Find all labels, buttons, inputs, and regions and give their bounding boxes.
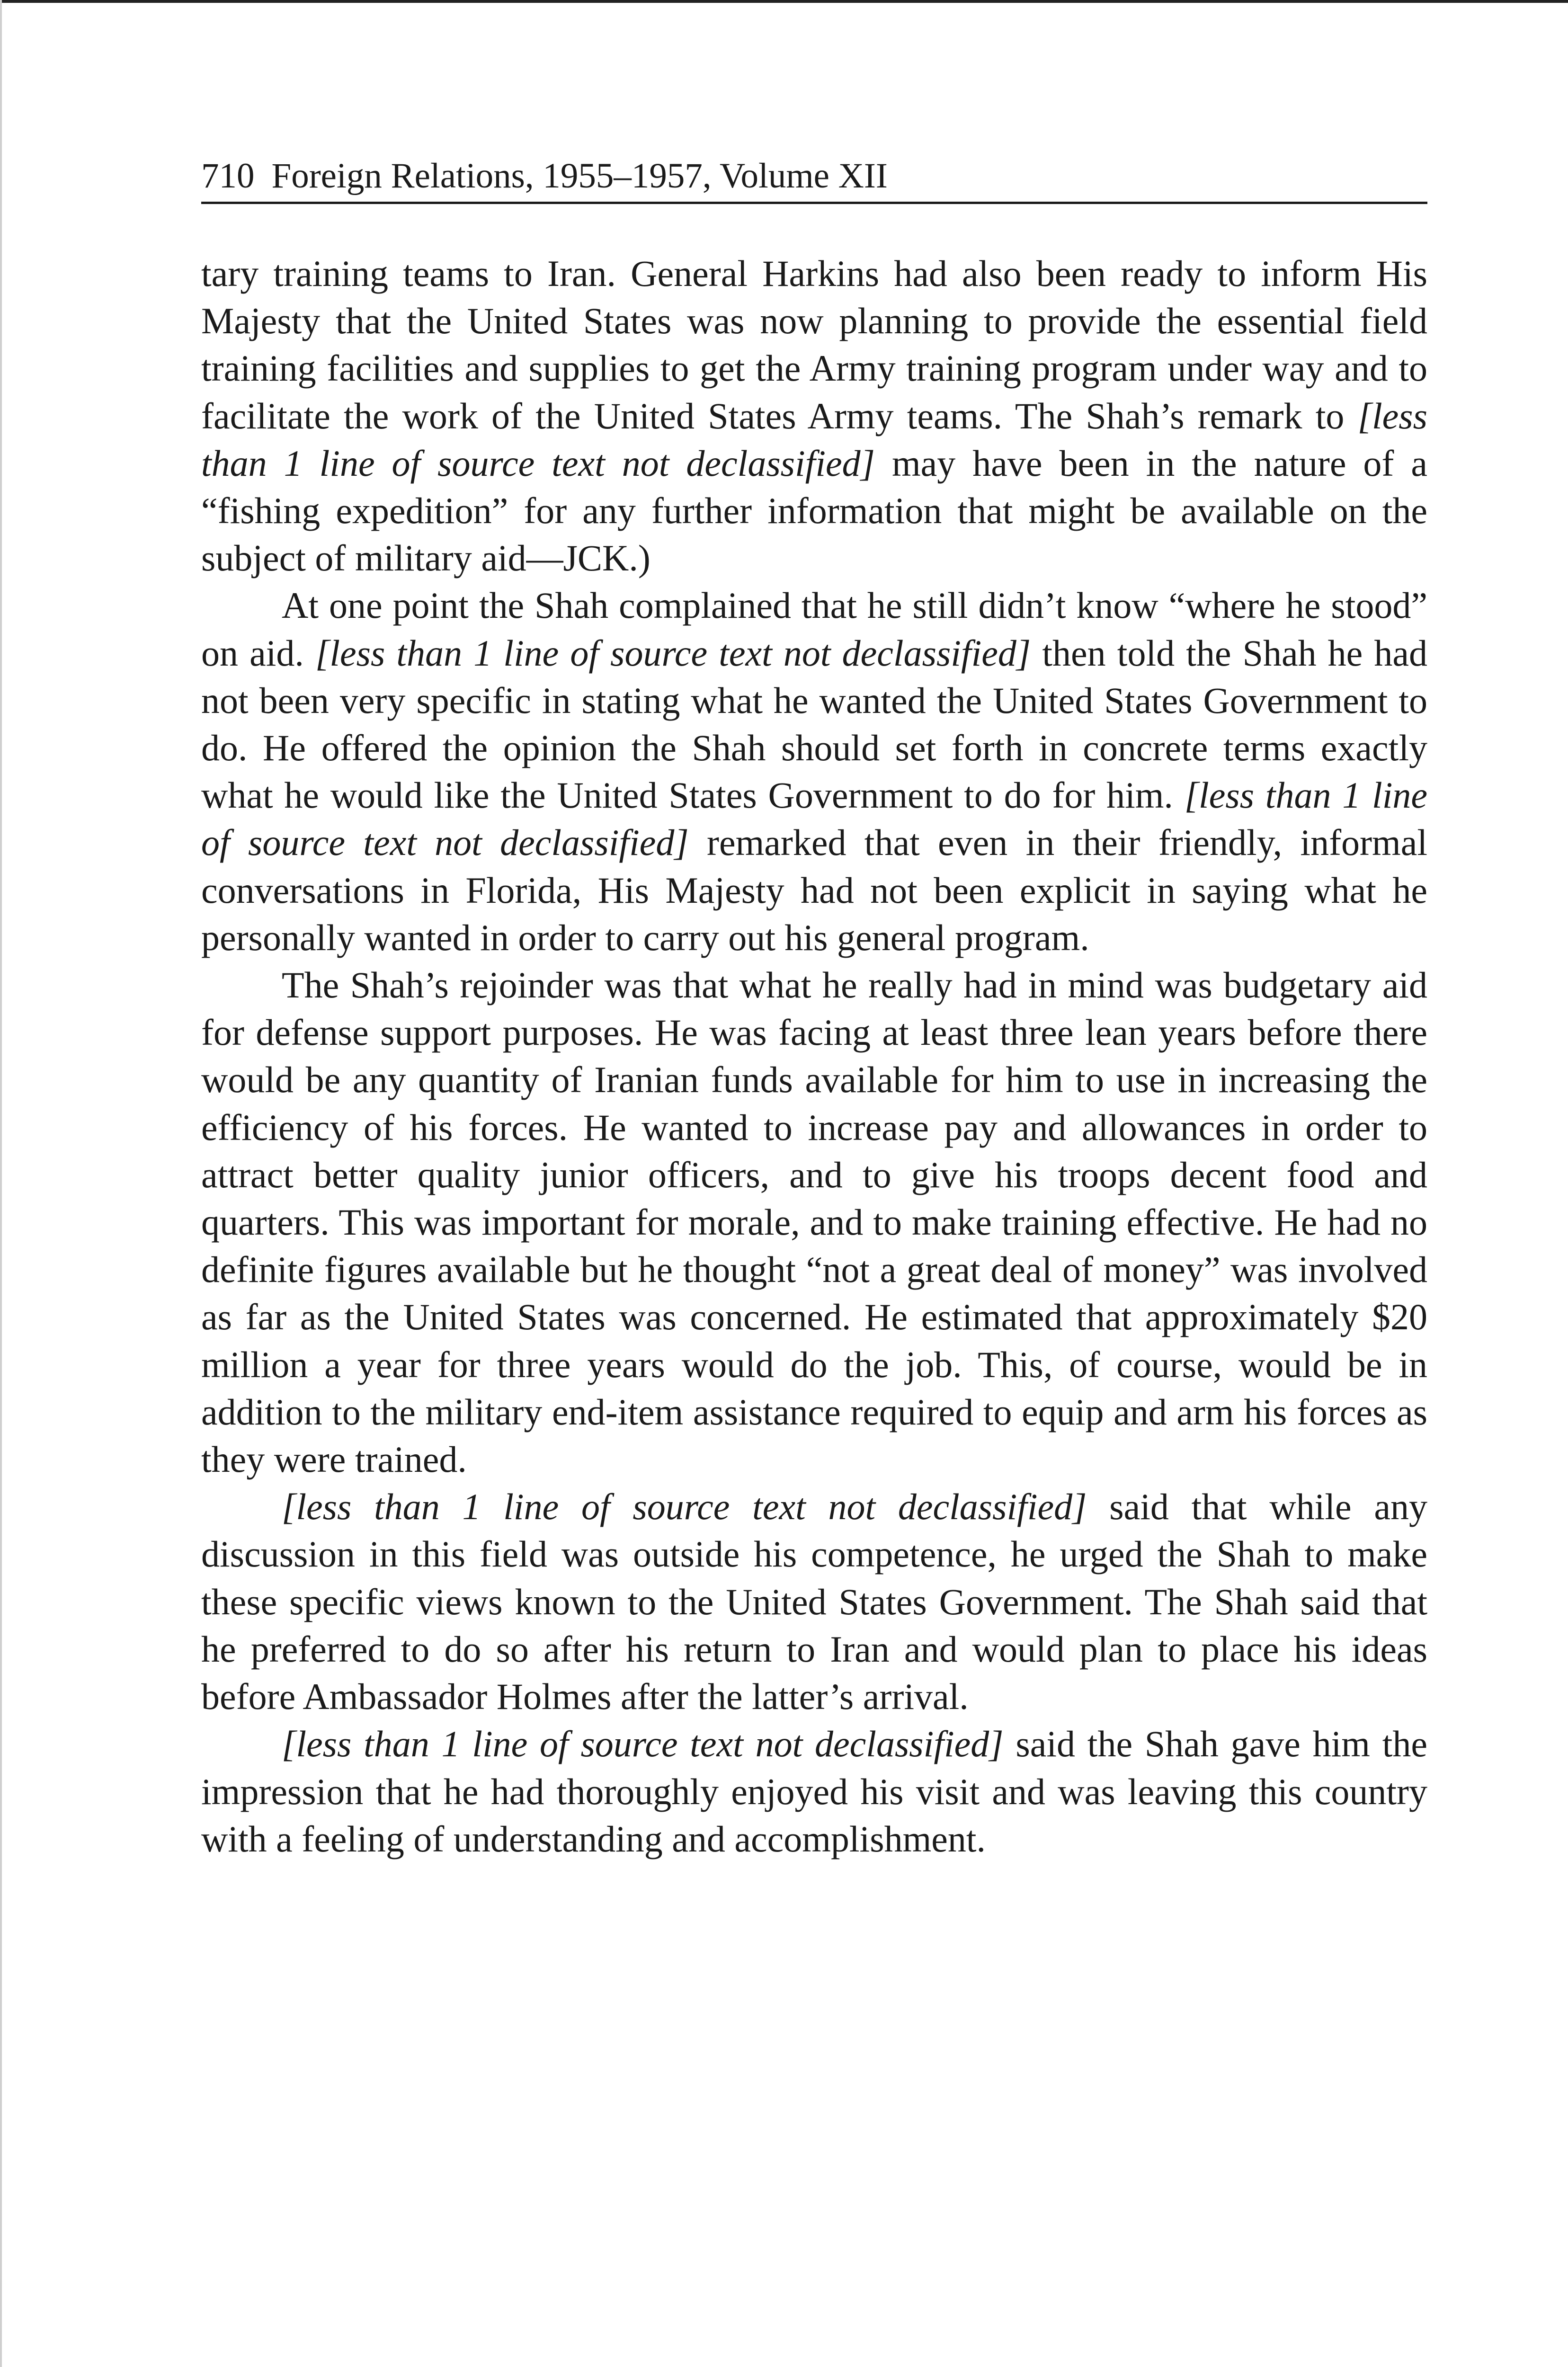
text-segment: tary training teams to Iran. General Harkins had also been ready to inform His Majesty that the United States was now planning to provide the essential field training facilities and supplies to get the Army training program under way and to facilitate the work of the United States Army teams. The Shah’s remark to <box>201 253 1427 436</box>
redaction-note: [less than 1 line of source text not declassified] <box>315 632 1031 674</box>
text-segment: then told the Shah he had not been very specific in stating what he wanted the United States Government to do. He offered the opinion the Shah should set forth in concrete terms exactly what he would like the United States Government to do for him. <box>201 632 1428 816</box>
text-segment: At one point the Shah complained that he still didn’t know “where he stood” on aid. <box>201 585 1427 674</box>
paragraph-5 <box>201 1720 1427 1863</box>
scan-top-border <box>0 0 1568 3</box>
body-text <box>201 250 1427 1863</box>
redaction-note: [less than 1 line of source text not declassified] <box>282 1723 1004 1765</box>
text-segment: said the Shah gave him the impression that he had thoroughly enjoyed his visit and was leaving this country with a feeling of understanding and accomplishment. <box>201 1723 1427 1860</box>
running-head <box>201 151 1427 204</box>
paragraph-2 <box>201 582 1427 961</box>
redaction-note: [less than 1 line of source text not declassified] <box>282 1486 1087 1528</box>
text-segment: may have been in the nature of a “fishing expedition” for any further information that might be available on the subject of military aid—JCK.) <box>201 442 1427 579</box>
text-segment: said that while any discussion in this field was outside his competence, he urged the Shah to make these specific views known to the United States Government. The Shah said that he preferred to do so after his return to Iran and would plan to place his ideas before Ambassador Holmes after the latter’s arrival. <box>201 1486 1427 1717</box>
redaction-note: [less than 1 line of source text not declassified] <box>201 774 1427 863</box>
text-segment: remarked that even in their friendly, informal conversations in Florida, His Majesty had not been explicit in saying what he personally wanted in order to carry out his general program. <box>201 822 1427 958</box>
paragraph-4 <box>201 1483 1427 1720</box>
paragraph-3 <box>201 961 1427 1483</box>
text-segment: The Shah’s rejoinder was that what he really had in mind was budgetary aid for defense support purposes. He was facing at least three lean years before there would be any quantity of Iranian funds available for him to use in increasing the efficiency of his forces. He wanted to increase pay and allowances in order to attract better quality junior officers, and to give his troops decent food and quarters. This was important for morale, and to make training effective. He had no definite figures available but he thought “not a great deal of money” was involved as far as the United States was concerned. He estimated that approximately $20 million a year for three years would do the job. This, of course, would be in addition to the military end-item assistance required to equip and arm his forces as they were trained. <box>201 964 1427 1480</box>
redaction-note: [less than 1 line of source text not declassified] <box>201 395 1427 484</box>
paragraph-1 <box>201 250 1427 582</box>
page-number: 710 <box>201 156 255 196</box>
scan-left-border <box>0 0 2 2367</box>
running-head-title: Foreign Relations, 1955–1957, Volume XII <box>271 156 888 196</box>
